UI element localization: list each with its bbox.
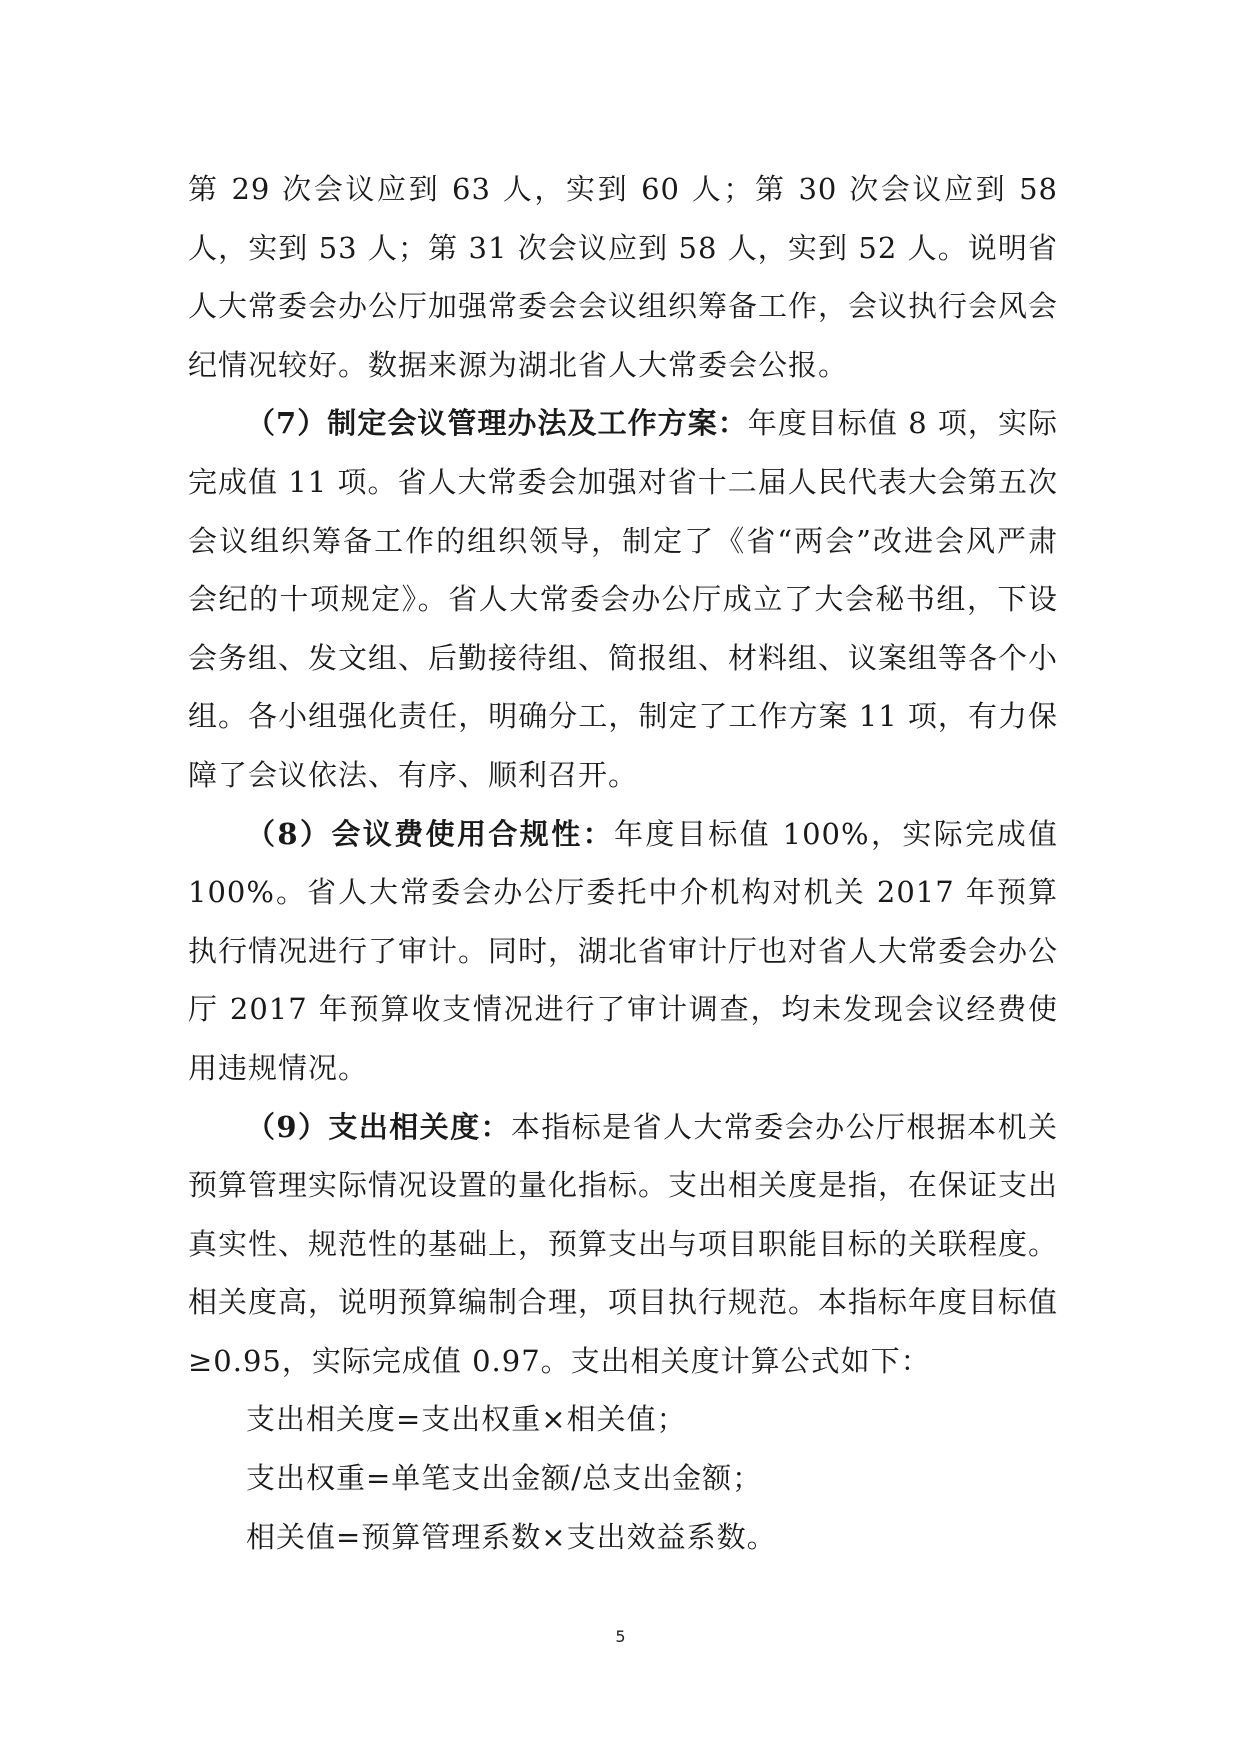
formula-expenditure-weight: 支出权重=单笔支出金额/总支出金额； <box>246 1461 763 1496</box>
body-text <box>188 160 1058 1566</box>
paragraph-meeting-fee-compliance <box>188 805 1058 1098</box>
paragraph-meeting-rules-heading: （7）制定会议管理办法及工作方案： <box>246 406 748 441</box>
paragraph-attendance <box>188 160 1058 394</box>
paragraph-meeting-rules <box>188 394 1058 804</box>
paragraph-meeting-fee-compliance-heading: （8）会议费使用合规性： <box>246 816 615 851</box>
paragraph-attendance-text: 第 29 次会议应到 63 人，实到 60 人；第 30 次会议应到 58 人，实到 53 人；第 31 次会议应到 58 人，实到 52 人。说明省人大常委会办公厅加强常委会会议组织筹备工作，会议执行会风会纪情况较好。数据来源为湖北省人大常委会公报。 <box>188 172 1059 382</box>
paragraph-expenditure-relevance-text: 本指标是省人大常委会办公厅根据本机关预算管理实际情况设置的量化指标。支出相关度是指，在保证支出真实性、规范性的基础上，预算支出与项目职能目标的关联程度。相关度高，说明预算编制合理，项目执行规范。本指标年度目标值≥0.95，实际完成值 0.97。支出相关度计算公式如下： <box>188 1109 1059 1378</box>
paragraph-expenditure-relevance-heading: （9）支出相关度： <box>246 1109 511 1144</box>
formula-relevance-value: 相关值=预算管理系数×支出效益系数。 <box>246 1519 777 1554</box>
formula-expenditure-relevance: 支出相关度=支出权重×相关值； <box>246 1402 687 1437</box>
paragraph-expenditure-relevance <box>188 1098 1058 1391</box>
page-number: 5 <box>615 1627 626 1646</box>
paragraph-meeting-rules-text: 年度目标值 8 项，实际完成值 11 项。省人大常委会加强对省十二届人民代表大会第五次会议组织筹备工作的组织领导，制定了《省“两会”改进会风严肃会纪的十项规定》。省人大常委会办公厅成立了大会秘书组，下设会务组、发文组、后勤接待组、简报组、材料组、议案组等各个小组。各小组强化责任，明确分工，制定了工作方案 11 项，有力保障了会议依法、有序、顺利召开。 <box>188 406 1059 792</box>
paragraph-meeting-fee-compliance-text: 年度目标值 100%，实际完成值 100%。省人大常委会办公厅委托中介机构对机关 2017 年预算执行情况进行了审计。同时，湖北省审计厅也对省人大常委会办公厅 2017 年预算收支情况进行了审计调查，均未发现会议经费使用违规情况。 <box>188 816 1059 1085</box>
